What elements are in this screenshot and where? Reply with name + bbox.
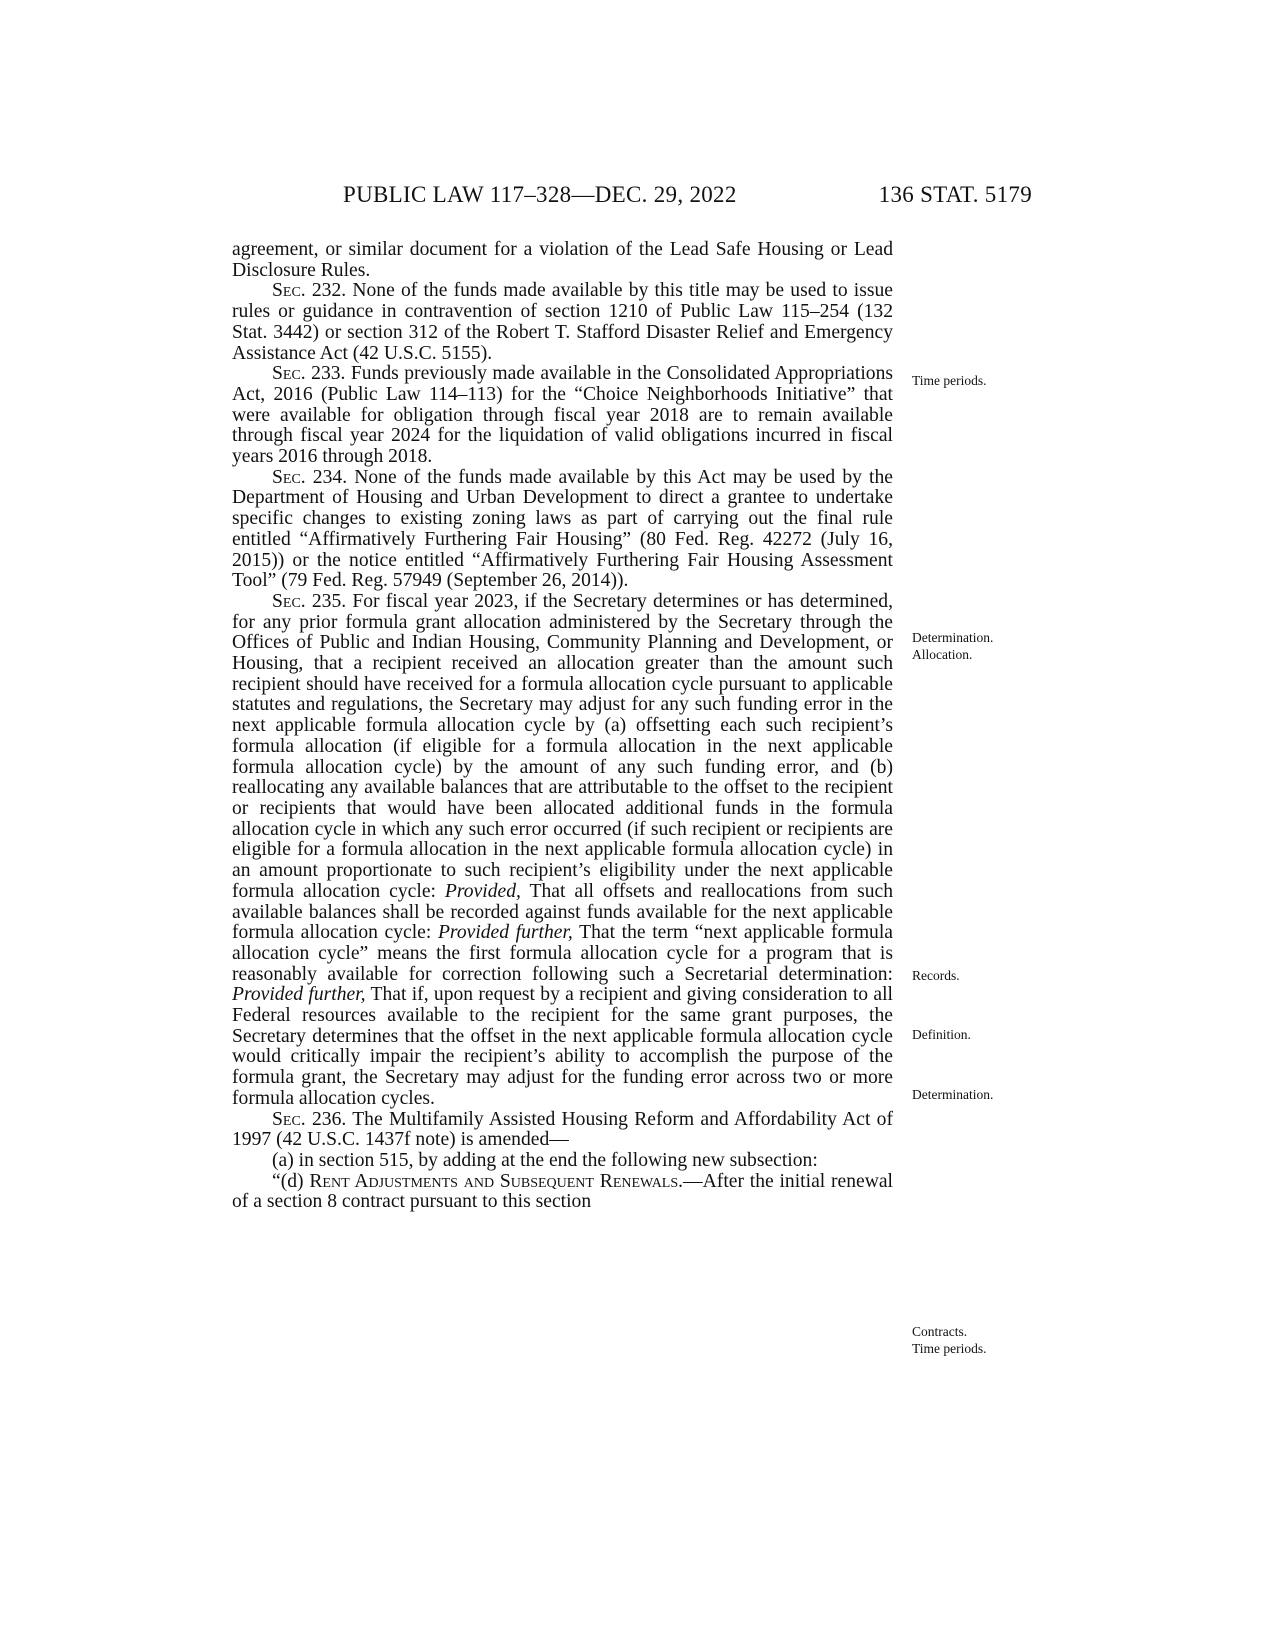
section-235 [232, 592, 893, 1110]
page-header [0, 182, 1275, 222]
margin-note-determination: Determination. [912, 1087, 994, 1102]
item-prefix: “(d) [272, 1170, 310, 1192]
section-text: 236. The Multifamily Assisted Housing Reform and Affordability Act of 1997 (42 U.S.C. 1437f note) is amended— [232, 1108, 893, 1151]
margin-note-time-periods: Time periods. [912, 373, 987, 388]
section-label: Sec. [272, 1108, 306, 1130]
paragraph-continuation: agreement, or similar document for a violation of the Lead Safe Housing or Lead Disclosure Rules. [232, 239, 893, 281]
margin-note-contracts-time-periods: Contracts. Time periods. [912, 1324, 987, 1356]
section-text: 232. None of the funds made available by this title may be used to issue rules or guidance in contravention of section 1210 of Public Law 115–254 (132 Stat. 3442) or section 312 of the Robert T. Stafford Disaster Relief and Emergency Assistance Act (42 U.S.C. 5155). [232, 280, 893, 364]
section-text: That if, upon request by a recipient and giving consideration to all Federal resources available to the recipient for the same grant purposes, the Secretary determines that the offset in the next applicable formula allocation cycle would critically impair the recipient’s ability to accomplish the purpose of the formula grant, the Secretary may adjust for the funding error across two or more formula allocation cycles. [232, 984, 893, 1109]
section-234 [232, 468, 893, 592]
section-233 [232, 364, 893, 468]
section-label: Sec. [272, 590, 306, 612]
proviso-italic: Provided, [444, 880, 521, 902]
section-text: That all offsets and reallocations from such available balances shall be recorded against funds available for the next applicable formula allocation cycle: [232, 880, 893, 944]
proviso-italic: Provided further, [232, 984, 366, 1006]
running-head-title: PUBLIC LAW 117–328—DEC. 29, 2022 [343, 182, 737, 207]
section-label: Sec. [272, 466, 306, 488]
page-number: 136 STAT. 5179 [878, 182, 1032, 207]
section-236 [232, 1110, 893, 1151]
margin-note-definition: Definition. [912, 1027, 971, 1042]
section-text: 234. None of the funds made available by this Act may be used by the Department of Housing and Urban Development to direct a grantee to undertake specific changes to existing zoning laws as part of carrying out the final rule entitled “Affirmatively Furthering Fair Housing” (80 Fed. Reg. 42272 (July 16, 2015)) or the notice entitled “Affirmatively Furthering Fair Housing Assessment Tool” (79 Fed. Reg. 57949 (September 26, 2014)). [232, 466, 893, 592]
body-text [232, 240, 893, 1213]
subsection-heading: Rent Adjustments and Subsequent Renewals. [309, 1170, 684, 1192]
margin-note-determination-allocation: Determination. Allocation. [912, 630, 994, 662]
item-a: (a) in section 515, by adding at the end the following new subsection: [272, 1149, 818, 1171]
section-label: Sec. [272, 363, 306, 385]
section-label: Sec. [272, 280, 306, 302]
section-text: That the term “next applicable formula allocation cycle” means the first formula allocation cycle for a program that is reasonably available for correction following such a Secretarial determination: [232, 922, 893, 985]
section-text: 235. For fiscal year 2023, if the Secretary determines or has determined, for any prior formula grant allocation administered by the Secretary through the Offices of Public and Indian Housing, Community Planning and Development, or Housing, that a recipient received an allocation greater than the amount such recipient should have received for a formula allocation cycle pursuant to applicable statutes and regulations, the Secretary may adjust for any such funding error in the next applicable formula allocation cycle by (a) offsetting each such recipient’s formula allocation (if eligible for a formula allocation in the next applicable formula allocation cycle) by the amount of any such funding error, and (b) reallocating any available balances that are attributable to the offset to the recipient or recipients that would have been allocated additional funds in the formula allocation cycle in which any such error occurred (if such recipient or recipients are eligible for a formula allocation in the next applicable formula allocation cycle) in an amount proportionate to such recipient’s eligibility under the next applicable formula allocation cycle: [232, 590, 893, 902]
item-text: —After the initial renewal of a section 8 contract pursuant to this section [232, 1170, 893, 1213]
margin-note-records: Records. [912, 968, 960, 983]
section-232 [232, 281, 893, 364]
section-text: 233. Funds previously made available in the Consolidated Appropriations Act, 2016 (Public Law 114–113) for the “Choice Neighborhoods Initiative” that were available for obligation through fiscal year 2018 are to remain available through fiscal year 2024 for the liquidation of valid obligations incurred in fiscal years 2016 through 2018. [232, 363, 893, 468]
proviso-italic: Provided further, [437, 922, 573, 944]
item-d [232, 1172, 893, 1213]
